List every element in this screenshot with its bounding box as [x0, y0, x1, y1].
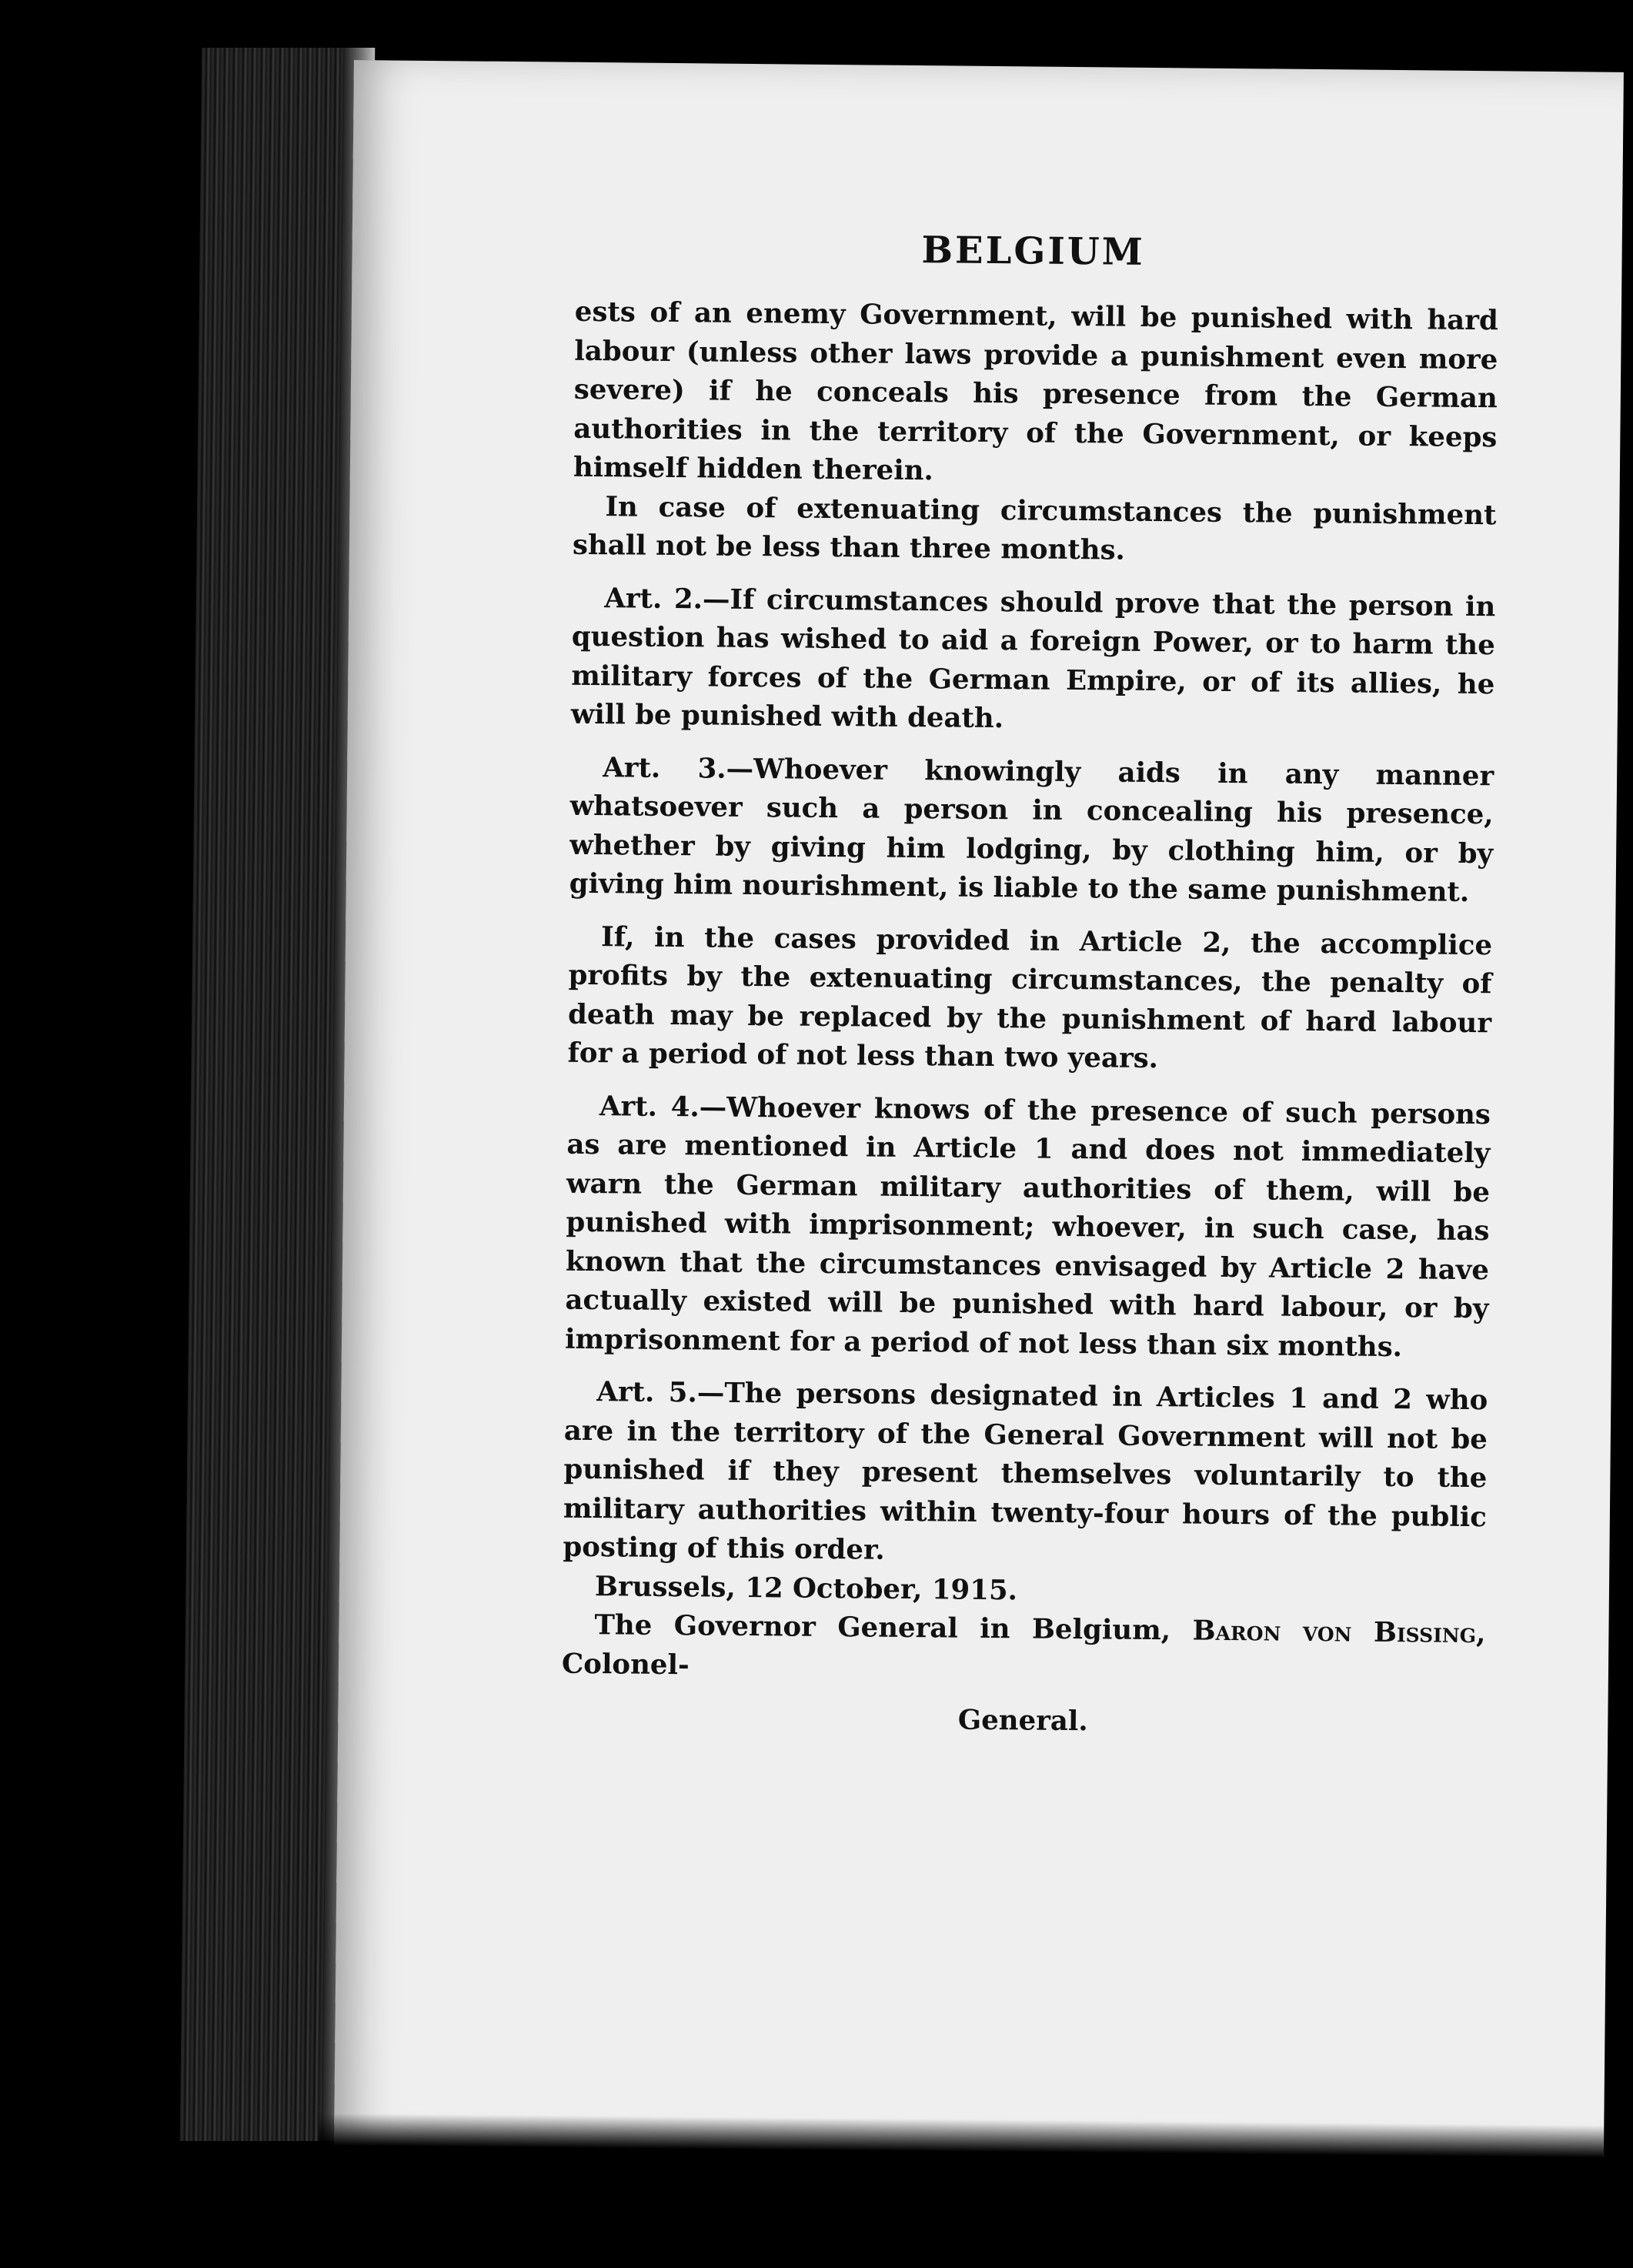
paragraph-extenuating: In case of extenuating circumstances the punishment shall not be less than three months.: [572, 490, 1497, 566]
signature-name: Baron von Bissing,: [1192, 1615, 1486, 1650]
paragraph-accomplice: If, in the cases provided in Article 2, the accomplice profits by the extenuating circumstances, the penalty of death may be replaced by the punishment of hard labour for a period of not less than two years.: [567, 920, 1493, 1075]
article-5: Art. 5.—The persons designated in Articles 1 and 2 who are in the territory of the General Government will not be punished if they present themselves voluntarily to the military authorities within twenty-four hours of the public posting of this order.: [563, 1376, 1488, 1566]
body-text: [561, 293, 1498, 1759]
article-3: Art. 3.—Whoever knowingly aids in any manner whatsoever such a person in concealing his presence, whether by giving him lodging, by clothing him, or by giving him nourishment, is liable to the same punishment.: [569, 751, 1494, 908]
dateline: Brussels, 12 October, 1915.: [594, 1570, 1018, 1606]
paragraph-continuation: ests of an enemy Government, will be punished with hard labour (unless other laws provide a punishment even more severe) if he conceals his presence from the German authorities in the territory of the Government, or keeps himself hidden therein.: [573, 296, 1499, 487]
signature-prefix: The Governor General in Belgium,: [594, 1609, 1171, 1647]
article-2: Art. 2.—If circumstances should prove that the person in question has wished to aid a foreign Power, or to harm the military forces of the German Empire, or of its allies, he will be punished with death.: [570, 582, 1496, 735]
signature-line: [562, 1606, 1486, 1693]
article-4: Art. 4.—Whoever knows of the presence of such persons as are mentioned in Article 1 and does not immediately warn the German military authorities of them, will be punished with imprisonment; whoever, in such case, has known that the circumstances envisaged by Article 2 have actually existed will be punished with hard labour, or by imprisonment for a period of not less than six months.: [564, 1090, 1491, 1363]
book-page: [334, 60, 1624, 2158]
signature-title-start: Colonel-: [561, 1648, 690, 1681]
signature-title-end: General.: [957, 1704, 1088, 1738]
running-head: BELGIUM: [921, 229, 1146, 274]
